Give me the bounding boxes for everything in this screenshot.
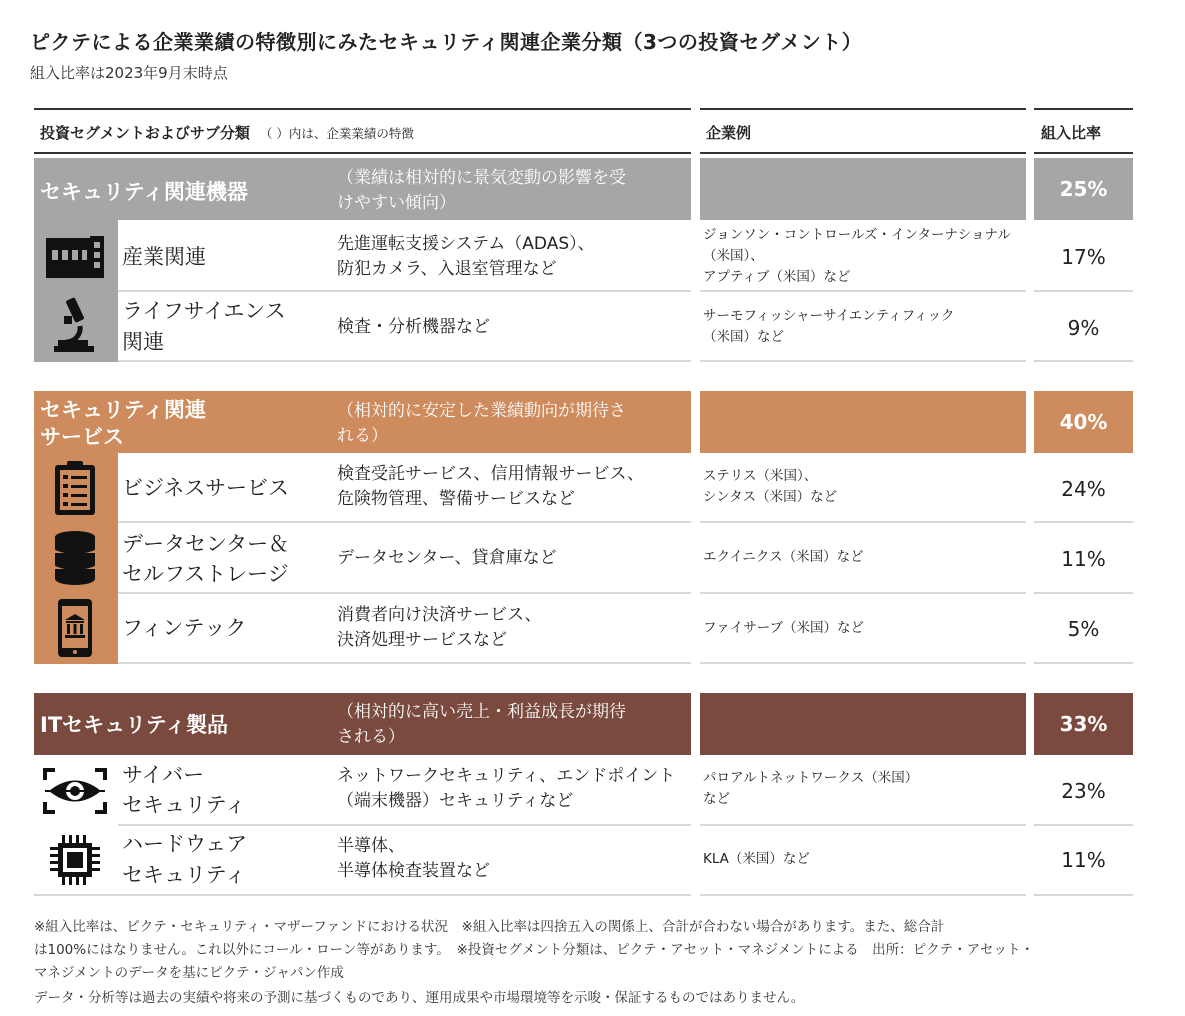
row-divider: [118, 824, 691, 826]
header-bottom-rule: [34, 152, 691, 154]
sub-name: セキュリティ: [122, 793, 246, 817]
sub-example: パロアルトネットワークス（米国）: [703, 770, 919, 786]
header-top-rule: [700, 108, 1026, 110]
row-divider: [118, 592, 691, 594]
sub-example: サーモフィッシャーサイエンティフィック: [703, 308, 955, 324]
header-ratio: 組入比率: [1041, 124, 1102, 142]
page-subtitle: 組入比率は2023年9月末時点: [30, 64, 228, 82]
sub-ratio: 17%: [1061, 245, 1106, 269]
segment-ratio: 25%: [1034, 158, 1133, 220]
row-divider: [700, 824, 1026, 826]
sub-desc: 消費者向け決済サービス、: [337, 605, 542, 625]
sub-ratio: 9%: [1067, 316, 1100, 340]
mobile-bank-icon: [40, 594, 110, 662]
sub-example: エクイニクス（米国）など: [703, 549, 864, 565]
header-bottom-rule: [1034, 152, 1133, 154]
sub-name: 産業関連: [122, 245, 206, 269]
segment-desc: けやすい傾向）: [337, 193, 456, 213]
sub-example: ジョンソン・コントロールズ・インターナショナル: [703, 227, 1011, 243]
row-divider: [1034, 290, 1133, 292]
disclaimer: データ・分析等は過去の実績や将来の予測に基づくものであり、運用成果や市場環境等を示唆・保証するものではありません。: [34, 990, 805, 1006]
row-divider: [700, 521, 1026, 523]
sub-example: KLA（米国）など: [703, 851, 810, 867]
row-divider: [700, 290, 1026, 292]
row-divider: [700, 662, 1026, 664]
sub-name: ライフサイエンス: [122, 299, 286, 323]
segment-desc: される）: [337, 727, 405, 747]
sub-desc: 防犯カメラ、入退室管理など: [337, 259, 557, 279]
sub-desc: データセンター、貸倉庫など: [337, 548, 557, 568]
sub-name: サイバー: [122, 763, 205, 787]
chip-icon: [40, 826, 110, 894]
sub-desc: 決済処理サービスなど: [337, 630, 507, 650]
sub-ratio: 5%: [1067, 617, 1100, 641]
segment-desc: （業績は相対的に景気変動の影響を受: [337, 168, 626, 188]
row-divider: [1034, 824, 1133, 826]
sub-name: セルフストレージ: [122, 562, 289, 586]
sub-example: （米国）、: [703, 248, 764, 264]
sub-example: （米国）など: [703, 329, 784, 345]
sub-desc: 半導体検査装置など: [337, 861, 490, 881]
segment-name: サービス: [40, 425, 124, 449]
segment-ratio: 33%: [1034, 693, 1133, 755]
page-title: ピクテによる企業業績の特徴別にみたセキュリティ関連企業分類（3つの投資セグメント）: [30, 30, 863, 54]
factory-icon: [40, 222, 110, 288]
row-divider: [118, 360, 691, 362]
segment-ratio: 40%: [1034, 391, 1133, 453]
row-divider: [1034, 894, 1133, 896]
sub-ratio: 24%: [1061, 477, 1106, 501]
header-top-rule: [34, 108, 691, 110]
segment-desc: （相対的に安定した業績動向が期待さ: [337, 401, 626, 421]
row-divider: [118, 290, 691, 292]
sub-name: データセンター＆: [122, 532, 290, 556]
sub-desc: ネットワークセキュリティ、エンドポイント: [337, 766, 676, 786]
footnote: ※組入比率は、ピクテ・セキュリティ・マザーファンドにおける状況 ※組入比率は四捨五入の関係上、合計が合わない場合があります。また、総合計: [34, 919, 945, 935]
sub-example: アプティブ（米国）など: [703, 269, 851, 285]
sub-example: ステリス（米国）、: [703, 468, 818, 484]
segment-band: [700, 693, 1026, 755]
row-divider: [34, 894, 691, 896]
row-divider: [1034, 360, 1133, 362]
sub-example: シンタス（米国）など: [703, 489, 838, 505]
segment-band: [700, 158, 1026, 220]
sub-name: ハードウェア: [122, 832, 248, 856]
header-top-rule: [1034, 108, 1133, 110]
header-segment-note: （ ）内は、企業業績の特徴: [259, 126, 414, 141]
header-examples: 企業例: [706, 124, 752, 142]
segment-desc: （相対的に高い売上・利益成長が期待: [337, 702, 626, 722]
sub-desc: 先進運転支援システム（ADAS）、: [337, 234, 595, 254]
header-bottom-rule: [700, 152, 1026, 154]
row-divider: [700, 360, 1026, 362]
row-divider: [118, 521, 691, 523]
sub-ratio: 11%: [1061, 547, 1106, 571]
segment-name: セキュリティ関連機器: [40, 180, 248, 204]
sub-name: ビジネスサービス: [122, 476, 289, 500]
sub-ratio: 23%: [1061, 779, 1106, 803]
sub-desc: （端末機器）セキュリティなど: [337, 791, 574, 811]
footnote: マネジメントのデータを基にピクテ・ジャパン作成: [34, 965, 344, 981]
sub-name: フィンテック: [122, 616, 247, 640]
microscope-icon: [40, 292, 110, 358]
row-divider: [118, 662, 691, 664]
sub-name: セキュリティ: [122, 863, 246, 887]
row-divider: [1034, 592, 1133, 594]
header-segment: 投資セグメントおよびサブ分類 （ ）内は、企業業績の特徴: [40, 124, 414, 142]
sub-desc: 検査・分析機器など: [337, 317, 490, 337]
sub-desc: 検査受託サービス、信用情報サービス、: [337, 464, 645, 484]
footnote: は100%にはなりません。これ以外にコール・ローン等があります。 ※投資セグメント分類は、ピクテ・アセット・マネジメントによる 出所：ピクテ・アセット・: [34, 942, 1035, 958]
sub-example: ファイサーブ（米国）など: [703, 620, 865, 636]
row-divider: [700, 894, 1026, 896]
segment-name: ITセキュリティ製品: [40, 713, 229, 737]
row-divider: [700, 592, 1026, 594]
segment-name: セキュリティ関連: [40, 398, 206, 422]
sub-desc: 危険物管理、警備サービスなど: [337, 489, 575, 509]
segment-band: [700, 391, 1026, 453]
sub-name: 関連: [122, 330, 164, 354]
sub-example: など: [703, 791, 730, 807]
row-divider: [1034, 521, 1133, 523]
sub-desc: 半導体、: [337, 836, 405, 856]
segment-desc: れる）: [337, 426, 388, 446]
sub-ratio: 11%: [1061, 848, 1106, 872]
clipboard-icon: [40, 455, 110, 521]
row-divider: [1034, 662, 1133, 664]
eye-scan-icon: [40, 758, 110, 824]
database-icon: [40, 523, 110, 593]
